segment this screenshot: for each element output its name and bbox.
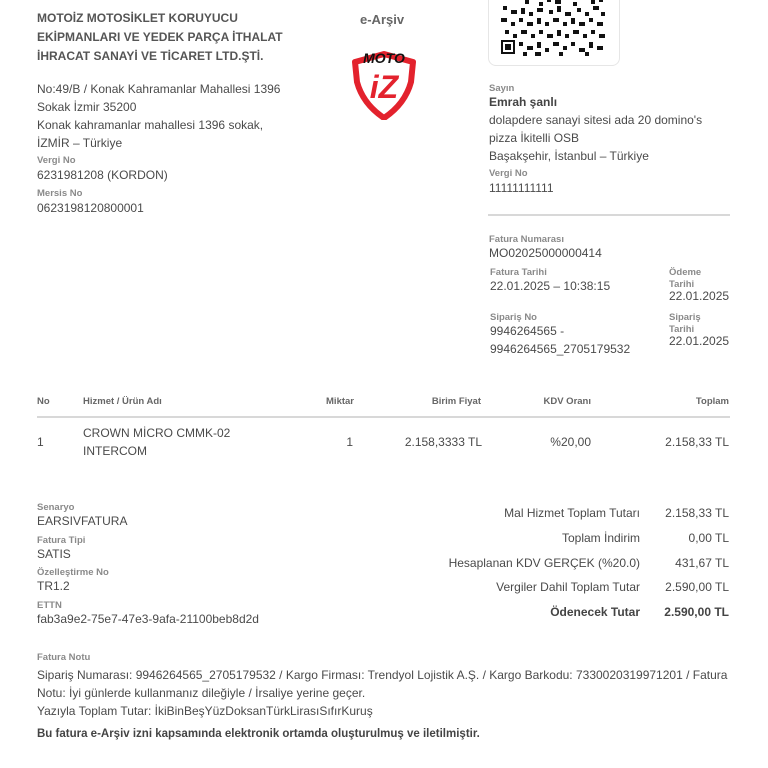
customization-value: TR1.2 [37,579,70,593]
payable-value: 2.590,00 TL [664,605,729,619]
col-header-unit-price: Birim Fiyat [431,396,481,407]
seller-name: MOTOİZ MOTOSİKLET KORUYUCU EKİPMANLARI VE YEDEK PARÇA İTHALAT İHRACAT SANAYİ VE TİCARET LTD.ŞTİ. [37,11,283,63]
col-header-no: No [37,396,50,407]
col-header-qty: Miktar [326,396,354,407]
invoice-date-value: 22.01.2025 – 10:38:15 [490,279,611,293]
seller-address [37,80,307,152]
buyer-address-line: pizza İkitelli OSB [489,131,580,145]
buyer-address-line: Başakşehir, İstanbul – Türkiye [489,149,649,163]
col-header-total: Toplam [695,396,729,407]
invoice-number-value: MO02025000000414 [489,246,602,260]
invoice-type-value: SATIS [37,547,71,561]
scenario-label: Senaryo [37,502,75,513]
buyer-tax-label: Vergi No [489,168,528,179]
order-no-value: 9946264565 - 9946264565_2705179532 [490,324,631,356]
vat-value: 431,67 TL [675,556,729,570]
buyer-name: Emrah şanlı [489,95,558,109]
buyer-address-line: dolapdere sanayi sitesi ada 20 domino's [489,113,703,127]
company-logo [349,48,419,120]
seller-address-line: İZMİR – Türkiye [37,136,123,150]
seller-address-line: Konak kahramanlar mahallesi 1396 sokak, [37,118,264,132]
ettn-value: fab3a9e2-75e7-47e3-9afa-21100beb8d2d [37,612,259,626]
document-type-title: e-Arşiv [360,12,405,27]
total-incl-tax-value: 2.590,00 TL [665,580,729,594]
seller-mersis-value: 0623198120800001 [37,201,144,215]
payable-label: Ödenecek Tutar [550,605,640,619]
ettn-label: ETTN [37,600,62,611]
vat-label: Hesaplanan KDV GERÇEK (%20.0) [448,556,640,570]
seller-address-line: Sokak İzmir 35200 [37,100,137,114]
qr-code [488,0,620,66]
cell-qty: 1 [346,435,353,449]
seller-tax-label: Vergi No [37,155,76,166]
order-date-label: Sipariş Tarihi [669,312,701,335]
scenario-value: EARSIVFATURA [37,514,128,528]
order-date-value: 22.01.2025 [669,334,730,348]
buyer-salutation-label: Sayın [489,83,515,94]
discount-value: 0,00 TL [688,531,729,545]
footer-disclaimer: Bu fatura e-Arşiv izni kapsamında elektronik ortamda oluşturulmuş ve iletilmiştir. [37,728,480,740]
subtotal-label: Mal Hizmet Toplam Tutarı [504,506,640,520]
col-header-product: Hizmet / Ürün Adı [83,396,162,407]
invoice-type-label: Fatura Tipi [37,535,86,546]
qr-code-icon [499,0,609,58]
payment-date-value: 22.01.2025 [669,289,730,303]
cell-no: 1 [37,435,44,449]
payment-date-label: Ödeme Tarihi [669,267,702,290]
cell-product: CROWN MİCRO CMMK-02 INTERCOM [83,426,231,458]
note-label: Fatura Notu [37,652,91,663]
svg-text:MOTO: MOTO [363,50,405,66]
seller-tax-value: 6231981208 (KORDON) [37,168,168,182]
table-header-divider [37,416,730,418]
cell-unit-price: 2.158,3333 TL [404,435,482,449]
invoice-date-label: Fatura Tarihi [490,267,547,278]
invoice-note: Sipariş Numarası: 9946264565_2705179532 / Kargo Firması: Trendyol Lojistik A.Ş. / Kargo Barkodu: 7330020319971201 / Fatura Notu: İyi günlerde kullanmanız dileğiyle / İrsaliye yerine geçer. Yazıyla Toplam Tutar: İkiBinBeşYüzDoksanTürkLirasıSıfırKuruş [37,668,728,718]
col-header-vat-rate: KDV Oranı [543,396,591,407]
subtotal-value: 2.158,33 TL [665,506,729,520]
total-incl-tax-label: Vergiler Dahil Toplam Tutar [496,580,640,594]
discount-label: Toplam İndirim [561,531,640,545]
cell-total: 2.158,33 TL [665,435,729,449]
seller-mersis-label: Mersis No [37,188,83,199]
invoice-number-label: Fatura Numarası [489,234,564,245]
buyer-address [489,111,739,165]
divider [488,214,730,216]
order-no-label: Sipariş No [490,312,537,323]
customization-label: Özelleştirme No [37,567,109,578]
seller-address-line: No:49/B / Konak Kahramanlar Mahallesi 1396 [37,82,281,96]
svg-text:iZ: iZ [369,69,399,105]
buyer-tax-value: 11111111111 [489,181,554,195]
motoiz-logo-icon [349,48,419,120]
cell-vat-rate: %20,00 [550,435,591,449]
